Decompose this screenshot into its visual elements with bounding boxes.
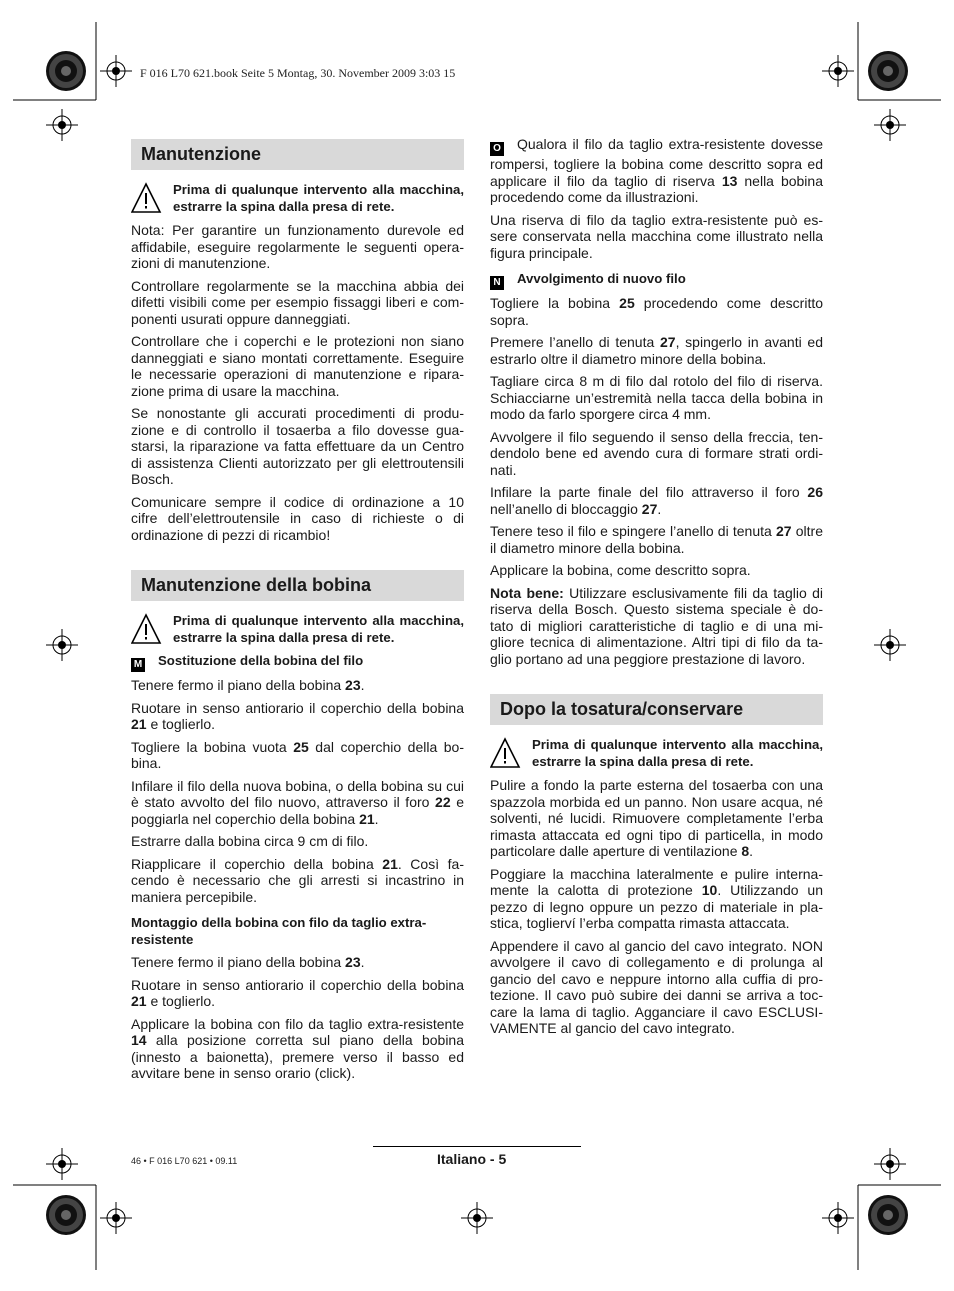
book-header-line: F 016 L70 621.book Seite 5 Montag, 30. November 2009 3:03 15 <box>140 66 456 80</box>
paragraph: Se nonostante gli accurati procedimenti di produzione e di controllo il tosaerba a filo dovesse guastarsi, la riparazione va fatta effettuare da un Centro di assistenza Clienti autorizzato per gli elettroutensili Bosch. <box>131 405 464 487</box>
paragraph: Pulire a fondo la parte esterna del tosaerba con una spazzola morbida ed un panno. Non usare acqua, né solventi, né lucidi. Rimuovere completamente l’erba rimasta attaccata ed ogni tipo di particella, in modo particolare dalle aperture di ventilazione 8. <box>490 777 823 859</box>
paragraph: Controllare che i coperchi e le protezioni non siano danneggiati e siano montati correttamente. Eseguire le necessarie operazioni di manutenzione e riparazione prima di usare la macchina. <box>131 333 464 399</box>
heading-dopo-tosatura: Dopo la tosatura/conservare <box>490 694 823 725</box>
warning-block <box>490 737 823 771</box>
paragraph: Togliere la bobina vuota 25 dal coperchio della bobina. <box>131 738 464 771</box>
heading-manutenzione: Manutenzione <box>131 139 464 170</box>
warning-text: Prima di qualunque intervento alla macchina, estrarre la spina dalla presa di rete. <box>173 613 464 645</box>
warning-triangle-icon <box>131 182 173 216</box>
subheading-avvolgimento: N Avvolgimento di nuovo filo <box>490 271 823 290</box>
warning-block <box>131 613 464 647</box>
footer-code: 46 • F 016 L70 621 • 09.11 <box>131 1156 238 1166</box>
footer-rule <box>373 1146 581 1147</box>
paragraph: O Qualora il filo da taglio extra-resistente dovesse rompersi, togliere la bobina come descritto sopra ed applicare il filo da taglio di riserva 13 nella bobina procedendo come da illustrazioni. <box>490 136 823 205</box>
paragraph: Tenere teso il filo e spingere l’anello di tenuta 27 oltre il diametro minore della bobina. <box>490 523 824 556</box>
figure-key-badge: N <box>490 276 504 290</box>
paragraph: Riapplicare il coperchio della bobina 21. Così facendo è necessario che gli arresti si incastrino in maniera percepibile. <box>131 855 464 905</box>
paragraph: Poggiare la macchina lateralmente e pulire internamente la calotta di protezione 10. Utilizzando un pezzo di legno oppure un pezzo di materiale in plastica, toglierví l’erba compatta rimasta attaccata. <box>490 865 824 931</box>
paragraph: Avvolgere il filo seguendo il senso della freccia, tendendolo bene ed avendo cura di formare strati ordinati. <box>490 428 823 478</box>
page-number: Italiano - 5 <box>437 1151 507 1167</box>
paragraph: Una riserva di filo da taglio extra-resistente può essere conservata nella macchina come illustrato nella figura principale. <box>490 211 823 261</box>
figure-key-badge: M <box>131 658 145 672</box>
warning-text: Prima di qualunque intervento alla macchina, estrarre la spina dalla presa di rete. <box>532 737 823 769</box>
warning-text: Prima di qualunque intervento alla macchina, estrarre la spina dalla presa di rete. <box>173 182 464 214</box>
paragraph: Estrarre dalla bobina circa 9 cm di filo. <box>131 833 369 849</box>
paragraph: Ruotare in senso antiorario il coperchio della bobina 21 e toglierlo. <box>131 699 464 732</box>
paragraph: Tenere fermo il piano della bobina 23. <box>131 677 365 693</box>
paragraph: Infilare la parte finale del filo attraverso il foro 26 nell’anello di bloccaggio 27. <box>490 484 823 517</box>
subheading-montaggio: Montaggio della bobina con filo da taglio extraresistente <box>131 915 427 947</box>
figure-key-badge: O <box>490 142 504 156</box>
paragraph: Applicare la bobina con filo da taglio extra-resistente 14 alla posizione corretta sul piano della bobina (innesto a baionetta), premere verso il basso ed avvitare bene in senso orario (click). <box>131 1015 464 1081</box>
paragraph: Premere l’anello di tenuta 27, spingerlo in avanti ed estrarlo oltre il diametro minore della bobina. <box>490 334 823 367</box>
paragraph: Infilare il filo della nuova bobina, o della bobina su cui è stato avvolto del filo nuovo, attraverso il foro 22 e poggiarla nel coperchio della bobina 21. <box>131 777 464 827</box>
paragraph: Tenere fermo il piano della bobina 23. <box>131 954 365 970</box>
paragraph: Nota: Per garantire un funzionamento durevole ed affidabile, eseguire regolarmente le seguenti operazioni di manutenzione. <box>131 222 464 271</box>
warning-triangle-icon <box>490 737 532 771</box>
warning-triangle-icon <box>131 613 173 647</box>
paragraph: Comunicare sempre il codice di ordinazione a 10 cifre dell’elettroutensile in caso di richieste o di ordinazione di pezzi di ricambio! <box>131 493 464 543</box>
warning-block <box>131 182 464 216</box>
subheading-sostituzione: M Sostituzione della bobina del filo <box>131 653 464 672</box>
heading-manutenzione-bobina: Manutenzione della bobina <box>131 570 464 601</box>
paragraph: Controllare regolarmente se la macchina abbia dei difetti visibili come per esempio fissaggi liberi e componenti usurati oppure danneggiati. <box>131 277 464 327</box>
paragraph: Togliere la bobina 25 procedendo come descritto sopra. <box>490 295 824 328</box>
right-column <box>490 136 823 1043</box>
paragraph: Appendere il cavo al gancio del cavo integrato. NON avvolgere il cavo di collegamento e di prolunga al gancio del cavo e neppure intorno alla cuffia di protezione. Il cavo può subire dei danni se arriva a toccare la lama di taglio. Agganciare il cavo ESCLUSIVAMENTE al gancio del cavo integrato. <box>490 937 823 1036</box>
left-column <box>131 134 464 1088</box>
paragraph: Applicare la bobina, come descritto sopra. <box>490 562 751 578</box>
paragraph: Tagliare circa 8 m di filo dal rotolo del filo di riserva. Schiacciarne un’estremità nella tacca della bobina in modo da farlo sporgere circa 4 mm. <box>490 373 823 422</box>
paragraph: Ruotare in senso antiorario il coperchio della bobina 21 e toglierlo. <box>131 976 464 1009</box>
paragraph: Nota bene: Utilizzare esclusivamente fili da taglio di riserva della Bosch. Questo sistema speciale è dotato di migliori caratteristiche di taglio e di una migliore tecnica di alimentazione. Altri tipi di filo da taglio portano ad una peggiore prestazione di lavoro. <box>490 584 823 667</box>
